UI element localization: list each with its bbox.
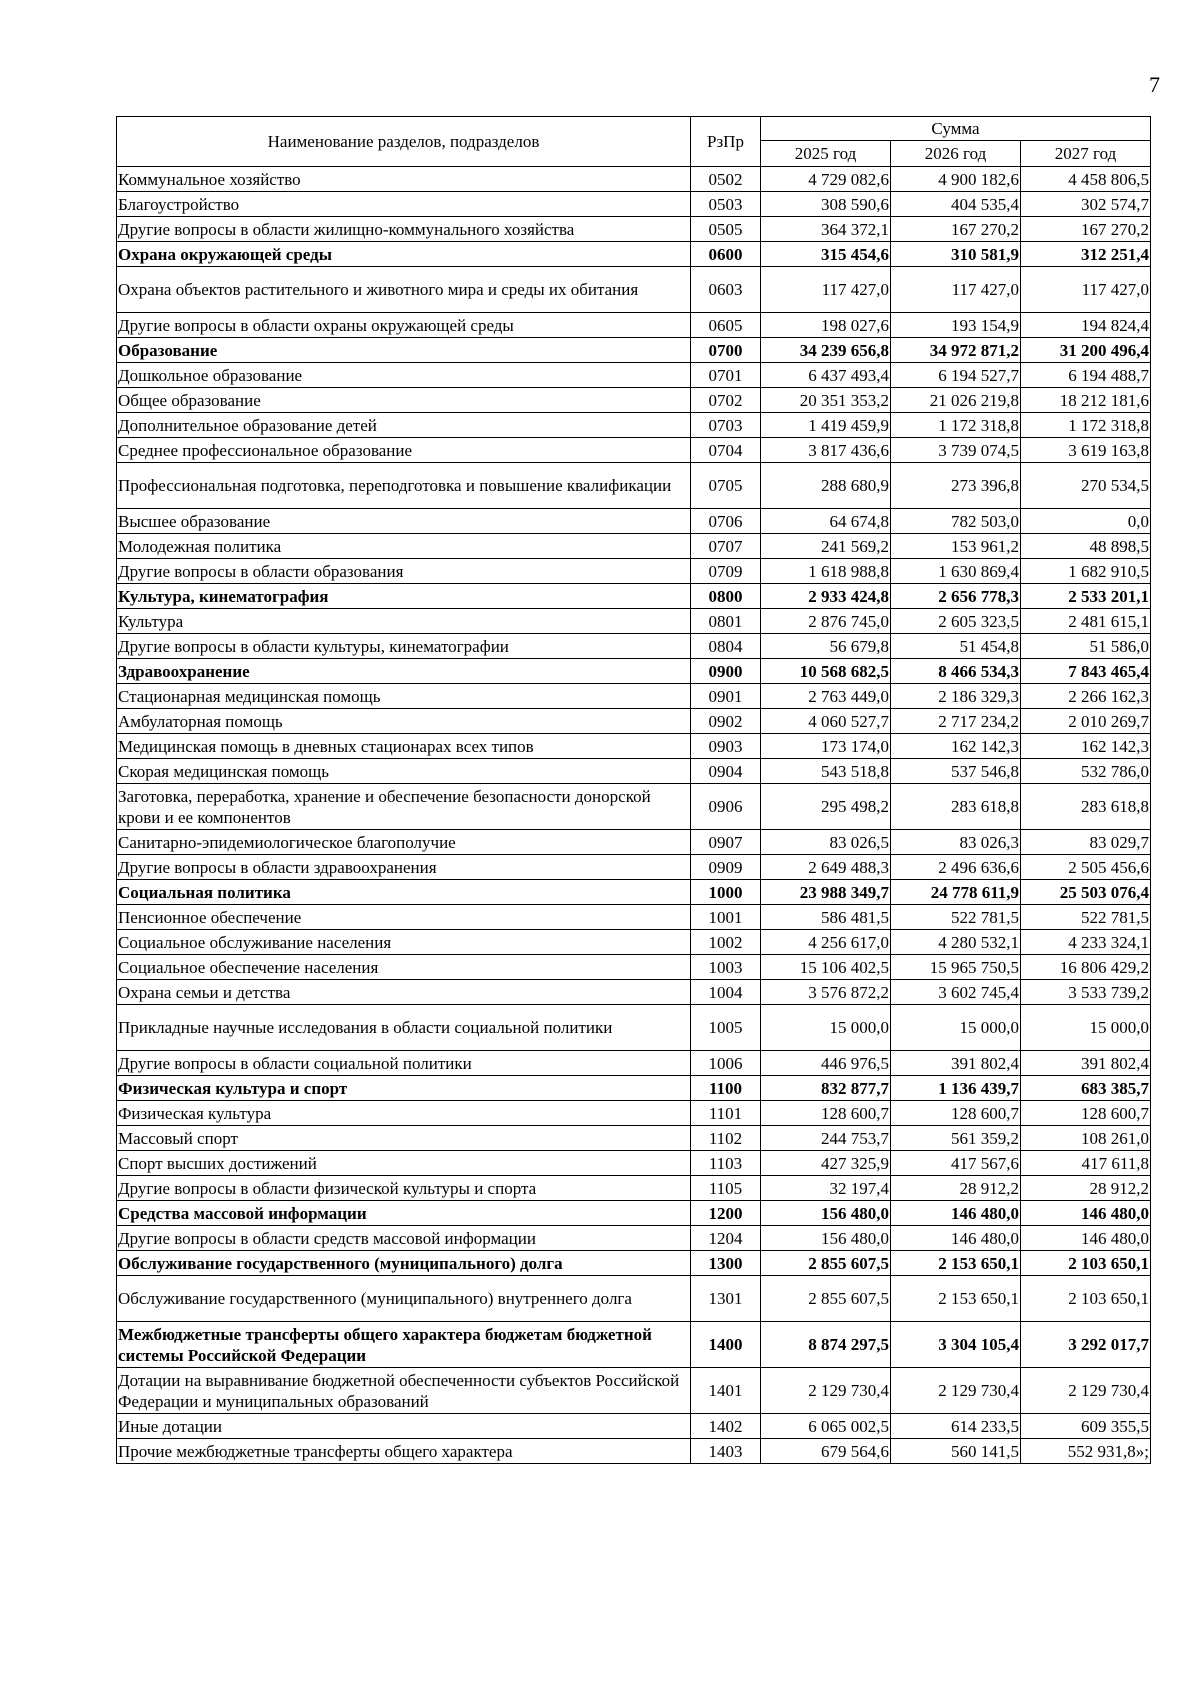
row-code-cell: 1006: [691, 1051, 761, 1076]
row-value-2025-cell: 832 877,7: [761, 1076, 891, 1101]
row-code-cell: 0909: [691, 855, 761, 880]
row-value-2025-cell: 32 197,4: [761, 1176, 891, 1201]
row-value-2027-cell: 312 251,4: [1021, 242, 1151, 267]
row-code-cell: 0600: [691, 242, 761, 267]
row-name-cell: Культура: [117, 609, 691, 634]
row-name-cell: Скорая медицинская помощь: [117, 759, 691, 784]
row-name-cell: Дотации на выравнивание бюджетной обеспеченности субъектов Российской Федерации и муниципальных образований: [117, 1368, 691, 1414]
row-value-2027-cell: 1 682 910,5: [1021, 559, 1151, 584]
row-name-cell: Амбулаторная помощь: [117, 709, 691, 734]
row-value-2027-cell: 25 503 076,4: [1021, 880, 1151, 905]
header-year-2026: 2026 год: [891, 141, 1021, 167]
table-row: [117, 313, 1151, 338]
row-value-2026-cell: 2 186 329,3: [891, 684, 1021, 709]
row-code-cell: 1101: [691, 1101, 761, 1126]
row-value-2026-cell: 6 194 527,7: [891, 363, 1021, 388]
row-value-2026-cell: 2 717 234,2: [891, 709, 1021, 734]
row-value-2027-cell: 302 574,7: [1021, 192, 1151, 217]
row-value-2027-cell: 283 618,8: [1021, 784, 1151, 830]
row-value-2025-cell: 427 325,9: [761, 1151, 891, 1176]
section-row: [117, 1251, 1151, 1276]
row-code-cell: 0503: [691, 192, 761, 217]
row-value-2025-cell: 2 933 424,8: [761, 584, 891, 609]
row-name-cell: Средства массовой информации: [117, 1201, 691, 1226]
row-name-cell: Медицинская помощь в дневных стационарах всех типов: [117, 734, 691, 759]
table-row: [117, 1005, 1151, 1051]
section-row: [117, 880, 1151, 905]
row-value-2027-cell: 2 103 650,1: [1021, 1276, 1151, 1322]
table-row: [117, 1276, 1151, 1322]
row-value-2027-cell: 522 781,5: [1021, 905, 1151, 930]
section-row: [117, 242, 1151, 267]
table-row: [117, 217, 1151, 242]
row-value-2027-cell: 128 600,7: [1021, 1101, 1151, 1126]
row-value-2025-cell: 543 518,8: [761, 759, 891, 784]
row-value-2025-cell: 64 674,8: [761, 509, 891, 534]
table-row: [117, 388, 1151, 413]
row-value-2025-cell: 3 817 436,6: [761, 438, 891, 463]
row-value-2025-cell: 173 174,0: [761, 734, 891, 759]
row-name-cell: Физическая культура: [117, 1101, 691, 1126]
row-name-cell: Обслуживание государственного (муниципального) долга: [117, 1251, 691, 1276]
row-code-cell: 1301: [691, 1276, 761, 1322]
page-number: 7: [1149, 72, 1160, 97]
row-code-cell: 0903: [691, 734, 761, 759]
row-value-2025-cell: 34 239 656,8: [761, 338, 891, 363]
row-name-cell: Социальное обеспечение населения: [117, 955, 691, 980]
row-name-cell: Другие вопросы в области физической культуры и спорта: [117, 1176, 691, 1201]
row-name-cell: Иные дотации: [117, 1414, 691, 1439]
row-name-cell: Спорт высших достижений: [117, 1151, 691, 1176]
row-name-cell: Социальное обслуживание населения: [117, 930, 691, 955]
row-name-cell: Среднее профессиональное образование: [117, 438, 691, 463]
row-value-2027-cell: 2 533 201,1: [1021, 584, 1151, 609]
row-value-2026-cell: 4 900 182,6: [891, 167, 1021, 192]
header-name-column: Наименование разделов, подразделов: [117, 117, 691, 167]
row-value-2025-cell: 2 855 607,5: [761, 1276, 891, 1322]
row-value-2025-cell: 56 679,8: [761, 634, 891, 659]
row-value-2027-cell: 2 266 162,3: [1021, 684, 1151, 709]
row-code-cell: 0700: [691, 338, 761, 363]
row-value-2026-cell: 561 359,2: [891, 1126, 1021, 1151]
row-value-2027-cell: 2 010 269,7: [1021, 709, 1151, 734]
row-value-2026-cell: 391 802,4: [891, 1051, 1021, 1076]
row-value-2027-cell: 3 292 017,7: [1021, 1322, 1151, 1368]
row-value-2027-cell: 28 912,2: [1021, 1176, 1151, 1201]
row-value-2026-cell: 8 466 534,3: [891, 659, 1021, 684]
row-value-2026-cell: 1 630 869,4: [891, 559, 1021, 584]
row-value-2027-cell: 18 212 181,6: [1021, 388, 1151, 413]
row-value-2025-cell: 288 680,9: [761, 463, 891, 509]
table-row: [117, 1051, 1151, 1076]
table-row: [117, 413, 1151, 438]
row-name-cell: Другие вопросы в области охраны окружающей среды: [117, 313, 691, 338]
row-value-2025-cell: 586 481,5: [761, 905, 891, 930]
row-name-cell: Прочие межбюджетные трансферты общего характера: [117, 1439, 691, 1464]
row-name-cell: Межбюджетные трансферты общего характера бюджетам бюджетной системы Российской Федерации: [117, 1322, 691, 1368]
table-row: [117, 534, 1151, 559]
row-value-2026-cell: 614 233,5: [891, 1414, 1021, 1439]
table-row: [117, 1176, 1151, 1201]
row-code-cell: 1204: [691, 1226, 761, 1251]
row-name-cell: Общее образование: [117, 388, 691, 413]
row-code-cell: 1001: [691, 905, 761, 930]
row-value-2026-cell: 560 141,5: [891, 1439, 1021, 1464]
row-value-2027-cell: 7 843 465,4: [1021, 659, 1151, 684]
row-code-cell: 0704: [691, 438, 761, 463]
row-value-2025-cell: 244 753,7: [761, 1126, 891, 1151]
table-row: [117, 509, 1151, 534]
row-value-2027-cell: 1 172 318,8: [1021, 413, 1151, 438]
row-value-2026-cell: 34 972 871,2: [891, 338, 1021, 363]
row-value-2026-cell: 146 480,0: [891, 1201, 1021, 1226]
row-value-2025-cell: 117 427,0: [761, 267, 891, 313]
row-code-cell: 0603: [691, 267, 761, 313]
row-value-2025-cell: 3 576 872,2: [761, 980, 891, 1005]
row-value-2025-cell: 446 976,5: [761, 1051, 891, 1076]
budget-table: [116, 116, 1151, 1464]
row-value-2026-cell: 162 142,3: [891, 734, 1021, 759]
section-row: [117, 1076, 1151, 1101]
row-code-cell: 1200: [691, 1201, 761, 1226]
row-code-cell: 0706: [691, 509, 761, 534]
row-value-2026-cell: 1 136 439,7: [891, 1076, 1021, 1101]
row-code-cell: 0900: [691, 659, 761, 684]
row-value-2027-cell: 2 505 456,6: [1021, 855, 1151, 880]
section-row: [117, 1201, 1151, 1226]
row-value-2027-cell: 3 533 739,2: [1021, 980, 1151, 1005]
row-name-cell: Санитарно-эпидемиологическое благополучие: [117, 830, 691, 855]
row-value-2025-cell: 83 026,5: [761, 830, 891, 855]
row-code-cell: 0702: [691, 388, 761, 413]
row-name-cell: Дополнительное образование детей: [117, 413, 691, 438]
table-row: [117, 267, 1151, 313]
row-value-2025-cell: 15 000,0: [761, 1005, 891, 1051]
row-value-2027-cell: 4 458 806,5: [1021, 167, 1151, 192]
row-value-2025-cell: 2 649 488,3: [761, 855, 891, 880]
row-name-cell: Коммунальное хозяйство: [117, 167, 691, 192]
row-name-cell: Физическая культура и спорт: [117, 1076, 691, 1101]
row-value-2026-cell: 193 154,9: [891, 313, 1021, 338]
row-code-cell: 0906: [691, 784, 761, 830]
table-row: [117, 1101, 1151, 1126]
row-value-2026-cell: 2 153 650,1: [891, 1251, 1021, 1276]
table-row: [117, 830, 1151, 855]
row-value-2026-cell: 2 153 650,1: [891, 1276, 1021, 1322]
table-row: [117, 192, 1151, 217]
table-body: [117, 167, 1151, 1464]
row-value-2026-cell: 522 781,5: [891, 905, 1021, 930]
row-value-2026-cell: 3 602 745,4: [891, 980, 1021, 1005]
row-name-cell: Другие вопросы в области здравоохранения: [117, 855, 691, 880]
row-value-2026-cell: 15 965 750,5: [891, 955, 1021, 980]
row-name-cell: Стационарная медицинская помощь: [117, 684, 691, 709]
row-code-cell: 1401: [691, 1368, 761, 1414]
row-value-2026-cell: 4 280 532,1: [891, 930, 1021, 955]
row-name-cell: Профессиональная подготовка, переподготовка и повышение квалификации: [117, 463, 691, 509]
table-row: [117, 784, 1151, 830]
row-value-2027-cell: 417 611,8: [1021, 1151, 1151, 1176]
table-row: [117, 734, 1151, 759]
table-row: [117, 609, 1151, 634]
table-row: [117, 759, 1151, 784]
row-value-2027-cell: 15 000,0: [1021, 1005, 1151, 1051]
row-value-2027-cell: 31 200 496,4: [1021, 338, 1151, 363]
row-value-2026-cell: 2 496 636,6: [891, 855, 1021, 880]
row-name-cell: Охрана семьи и детства: [117, 980, 691, 1005]
row-name-cell: Охрана объектов растительного и животного мира и среды их обитания: [117, 267, 691, 313]
row-name-cell: Образование: [117, 338, 691, 363]
row-code-cell: 0505: [691, 217, 761, 242]
row-code-cell: 0703: [691, 413, 761, 438]
row-code-cell: 0904: [691, 759, 761, 784]
row-value-2025-cell: 4 729 082,6: [761, 167, 891, 192]
row-code-cell: 1003: [691, 955, 761, 980]
table-row: [117, 1414, 1151, 1439]
table-row: [117, 930, 1151, 955]
row-value-2027-cell: 117 427,0: [1021, 267, 1151, 313]
row-value-2026-cell: 404 535,4: [891, 192, 1021, 217]
row-value-2026-cell: 167 270,2: [891, 217, 1021, 242]
row-value-2025-cell: 315 454,6: [761, 242, 891, 267]
table-row: [117, 559, 1151, 584]
row-name-cell: Пенсионное обеспечение: [117, 905, 691, 930]
row-value-2026-cell: 28 912,2: [891, 1176, 1021, 1201]
row-value-2026-cell: 273 396,8: [891, 463, 1021, 509]
table-row: [117, 855, 1151, 880]
row-value-2026-cell: 2 656 778,3: [891, 584, 1021, 609]
table-row: [117, 1151, 1151, 1176]
row-value-2025-cell: 15 106 402,5: [761, 955, 891, 980]
row-code-cell: 0709: [691, 559, 761, 584]
section-row: [117, 338, 1151, 363]
row-value-2027-cell: 83 029,7: [1021, 830, 1151, 855]
row-code-cell: 1300: [691, 1251, 761, 1276]
row-code-cell: 0502: [691, 167, 761, 192]
table-row: [117, 167, 1151, 192]
row-value-2025-cell: 4 256 617,0: [761, 930, 891, 955]
row-value-2026-cell: 417 567,6: [891, 1151, 1021, 1176]
section-row: [117, 584, 1151, 609]
row-value-2025-cell: 1 618 988,8: [761, 559, 891, 584]
row-value-2025-cell: 295 498,2: [761, 784, 891, 830]
row-code-cell: 1402: [691, 1414, 761, 1439]
row-code-cell: 0705: [691, 463, 761, 509]
row-value-2027-cell: 532 786,0: [1021, 759, 1151, 784]
row-value-2027-cell: 48 898,5: [1021, 534, 1151, 559]
row-name-cell: Здравоохранение: [117, 659, 691, 684]
row-value-2026-cell: 283 618,8: [891, 784, 1021, 830]
row-value-2026-cell: 3 739 074,5: [891, 438, 1021, 463]
row-code-cell: 0804: [691, 634, 761, 659]
row-name-cell: Высшее образование: [117, 509, 691, 534]
table-row: [117, 1126, 1151, 1151]
row-value-2025-cell: 1 419 459,9: [761, 413, 891, 438]
section-row: [117, 659, 1151, 684]
table-row: [117, 905, 1151, 930]
row-name-cell: Социальная политика: [117, 880, 691, 905]
header-year-2027: 2027 год: [1021, 141, 1151, 167]
row-code-cell: 1103: [691, 1151, 761, 1176]
row-value-2027-cell: 194 824,4: [1021, 313, 1151, 338]
row-value-2027-cell: 108 261,0: [1021, 1126, 1151, 1151]
row-value-2025-cell: 2 763 449,0: [761, 684, 891, 709]
row-value-2025-cell: 2 876 745,0: [761, 609, 891, 634]
row-name-cell: Благоустройство: [117, 192, 691, 217]
row-value-2025-cell: 6 437 493,4: [761, 363, 891, 388]
row-value-2027-cell: 552 931,8»;: [1021, 1439, 1151, 1464]
row-name-cell: Охрана окружающей среды: [117, 242, 691, 267]
row-value-2026-cell: 128 600,7: [891, 1101, 1021, 1126]
table-row: [117, 363, 1151, 388]
row-value-2027-cell: 391 802,4: [1021, 1051, 1151, 1076]
section-row: [117, 1322, 1151, 1368]
row-value-2026-cell: 15 000,0: [891, 1005, 1021, 1051]
row-value-2027-cell: 2 481 615,1: [1021, 609, 1151, 634]
row-code-cell: 1004: [691, 980, 761, 1005]
row-value-2025-cell: 241 569,2: [761, 534, 891, 559]
table-row: [117, 980, 1151, 1005]
row-value-2027-cell: 146 480,0: [1021, 1226, 1151, 1251]
row-value-2025-cell: 10 568 682,5: [761, 659, 891, 684]
row-value-2025-cell: 23 988 349,7: [761, 880, 891, 905]
row-value-2027-cell: 51 586,0: [1021, 634, 1151, 659]
row-value-2027-cell: 16 806 429,2: [1021, 955, 1151, 980]
table-row: [117, 463, 1151, 509]
row-value-2027-cell: 3 619 163,8: [1021, 438, 1151, 463]
row-code-cell: 1400: [691, 1322, 761, 1368]
row-value-2025-cell: 6 065 002,5: [761, 1414, 891, 1439]
table-row: [117, 709, 1151, 734]
table-row: [117, 1368, 1151, 1414]
row-value-2026-cell: 310 581,9: [891, 242, 1021, 267]
row-name-cell: Массовый спорт: [117, 1126, 691, 1151]
row-code-cell: 1000: [691, 880, 761, 905]
row-code-cell: 0800: [691, 584, 761, 609]
header-code-column: РзПр: [691, 117, 761, 167]
row-code-cell: 0701: [691, 363, 761, 388]
row-name-cell: Культура, кинематография: [117, 584, 691, 609]
row-value-2026-cell: 1 172 318,8: [891, 413, 1021, 438]
row-value-2027-cell: 2 103 650,1: [1021, 1251, 1151, 1276]
row-value-2026-cell: 24 778 611,9: [891, 880, 1021, 905]
row-code-cell: 1403: [691, 1439, 761, 1464]
row-name-cell: Другие вопросы в области жилищно-коммунального хозяйства: [117, 217, 691, 242]
row-value-2025-cell: 8 874 297,5: [761, 1322, 891, 1368]
row-value-2027-cell: 609 355,5: [1021, 1414, 1151, 1439]
row-code-cell: 1005: [691, 1005, 761, 1051]
row-value-2027-cell: 167 270,2: [1021, 217, 1151, 242]
row-value-2025-cell: 308 590,6: [761, 192, 891, 217]
row-value-2026-cell: 21 026 219,8: [891, 388, 1021, 413]
row-value-2027-cell: 683 385,7: [1021, 1076, 1151, 1101]
row-value-2025-cell: 2 129 730,4: [761, 1368, 891, 1414]
row-name-cell: Молодежная политика: [117, 534, 691, 559]
table-row: [117, 634, 1151, 659]
row-value-2026-cell: 2 605 323,5: [891, 609, 1021, 634]
row-value-2027-cell: 146 480,0: [1021, 1201, 1151, 1226]
row-value-2025-cell: 20 351 353,2: [761, 388, 891, 413]
table-row: [117, 955, 1151, 980]
row-value-2026-cell: 2 129 730,4: [891, 1368, 1021, 1414]
row-value-2027-cell: 2 129 730,4: [1021, 1368, 1151, 1414]
row-value-2026-cell: 153 961,2: [891, 534, 1021, 559]
row-value-2025-cell: 4 060 527,7: [761, 709, 891, 734]
row-value-2026-cell: 51 454,8: [891, 634, 1021, 659]
row-value-2025-cell: 2 855 607,5: [761, 1251, 891, 1276]
row-value-2026-cell: 537 546,8: [891, 759, 1021, 784]
header-sum-column: Сумма: [761, 117, 1151, 141]
row-value-2025-cell: 364 372,1: [761, 217, 891, 242]
row-code-cell: 0901: [691, 684, 761, 709]
row-value-2026-cell: 117 427,0: [891, 267, 1021, 313]
table-row: [117, 684, 1151, 709]
row-name-cell: Дошкольное образование: [117, 363, 691, 388]
row-code-cell: 1002: [691, 930, 761, 955]
row-value-2026-cell: 146 480,0: [891, 1226, 1021, 1251]
row-value-2025-cell: 198 027,6: [761, 313, 891, 338]
row-name-cell: Прикладные научные исследования в области социальной политики: [117, 1005, 691, 1051]
row-value-2026-cell: 83 026,3: [891, 830, 1021, 855]
row-code-cell: 0907: [691, 830, 761, 855]
row-code-cell: 1105: [691, 1176, 761, 1201]
row-value-2025-cell: 128 600,7: [761, 1101, 891, 1126]
row-value-2026-cell: 782 503,0: [891, 509, 1021, 534]
row-name-cell: Другие вопросы в области социальной политики: [117, 1051, 691, 1076]
row-value-2027-cell: 162 142,3: [1021, 734, 1151, 759]
row-name-cell: Другие вопросы в области культуры, кинематографии: [117, 634, 691, 659]
row-code-cell: 1102: [691, 1126, 761, 1151]
row-value-2026-cell: 3 304 105,4: [891, 1322, 1021, 1368]
row-value-2027-cell: 0,0: [1021, 509, 1151, 534]
row-value-2025-cell: 156 480,0: [761, 1201, 891, 1226]
table-row: [117, 1439, 1151, 1464]
table-row: [117, 1226, 1151, 1251]
row-value-2027-cell: 6 194 488,7: [1021, 363, 1151, 388]
row-code-cell: 0902: [691, 709, 761, 734]
row-name-cell: Другие вопросы в области образования: [117, 559, 691, 584]
row-code-cell: 0801: [691, 609, 761, 634]
row-code-cell: 0605: [691, 313, 761, 338]
row-value-2025-cell: 679 564,6: [761, 1439, 891, 1464]
row-code-cell: 0707: [691, 534, 761, 559]
row-value-2027-cell: 4 233 324,1: [1021, 930, 1151, 955]
table-row: [117, 438, 1151, 463]
header-year-2025: 2025 год: [761, 141, 891, 167]
row-name-cell: Другие вопросы в области средств массовой информации: [117, 1226, 691, 1251]
row-value-2025-cell: 156 480,0: [761, 1226, 891, 1251]
row-code-cell: 1100: [691, 1076, 761, 1101]
row-name-cell: Обслуживание государственного (муниципального) внутреннего долга: [117, 1276, 691, 1322]
row-value-2027-cell: 270 534,5: [1021, 463, 1151, 509]
row-name-cell: Заготовка, переработка, хранение и обеспечение безопасности донорской крови и ее компонентов: [117, 784, 691, 830]
